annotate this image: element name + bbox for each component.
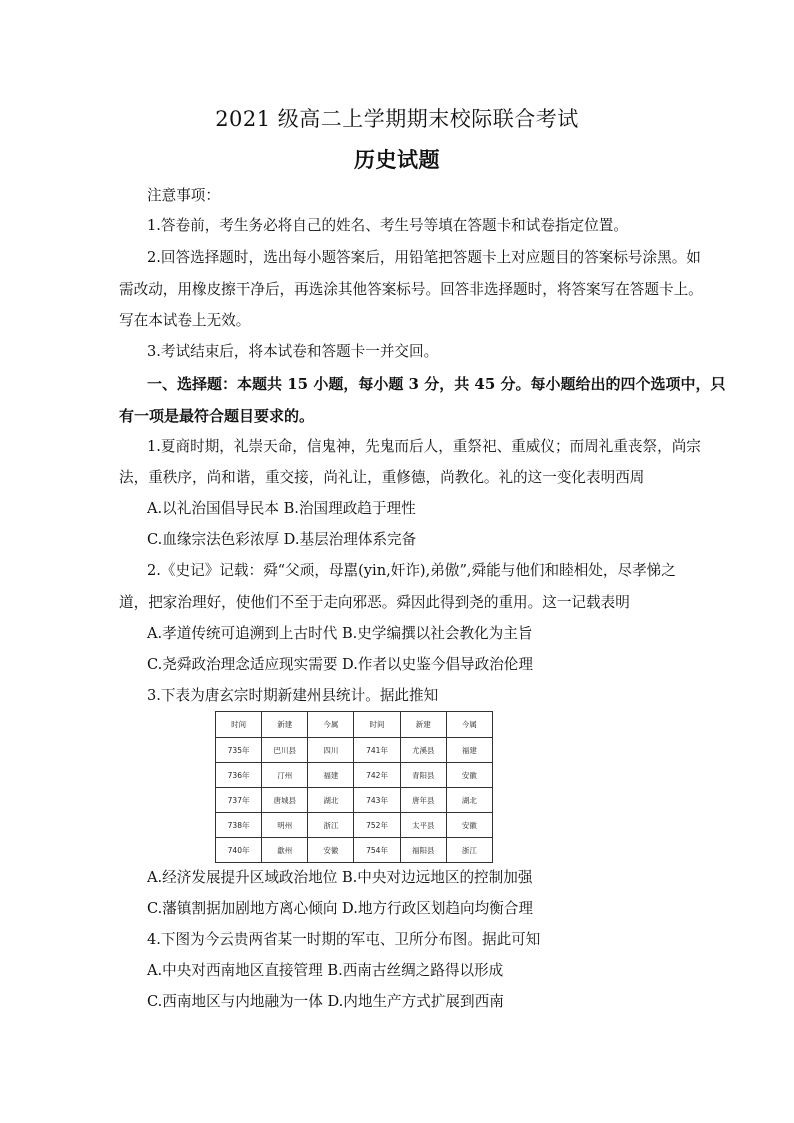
table-cell: 湖北 [308,788,354,813]
question-4-options-ab: A.中央对西南地区直接管理 B.西南古丝绸之路得以形成 [147,962,504,979]
question-1-options-ab: A.以礼治国倡导民本 B.治国理政趋于理性 [147,500,416,517]
table-cell: 歙州 [262,838,308,863]
table-cell: 福建 [308,763,354,788]
table-header-cell: 新建 [400,712,446,738]
question-3-options-ab: A.经济发展提升区域政治地位 B.中央对边远地区的控制加强 [147,869,533,886]
table-cell: 巴川县 [262,738,308,763]
question-2-stem-line-1: 2.《史记》记载：舜“父顽，母嚚(yin,奸诈),弟傲”,舜能与他们和睦相处，尽孝悌之 [147,562,676,579]
table-cell: 汀州 [262,763,308,788]
table-cell: 湖北 [446,788,492,813]
notice-item-2-line-2: 需改动，用橡皮擦干净后，再选涂其他答案标号。回答非选择题时，将答案写在答题卡上。 [119,281,703,298]
table-cell: 唐城县 [262,788,308,813]
table-cell: 743年 [354,788,400,813]
question-1-stem-line-2: 法，重秩序，尚和谐，重交接，尚礼让，重修德，尚教化。礼的这一变化表明西周 [119,469,645,486]
table-cell: 安徽 [446,813,492,838]
table-cell: 735年 [216,738,262,763]
question-4-options-cd: C.西南地区与内地融为一体 D.内地生产方式扩展到西南 [147,993,504,1010]
table-cell: 736年 [216,763,262,788]
table-cell: 唐年县 [400,788,446,813]
table-cell: 浙江 [446,838,492,863]
table-cell: 尤溪县 [400,738,446,763]
question-3-stem: 3.下表为唐玄宗时期新建州县统计。据此推知 [147,687,439,704]
table-cell: 浙江 [308,813,354,838]
table-row [216,763,493,788]
table-cell: 安徽 [446,763,492,788]
section-1-heading-line-2: 有一项是最符合题目要求的。 [119,407,315,425]
exam-title: 2021 级高二上学期期末校际联合考试 [215,107,579,131]
question-2-stem-line-2: 道，把家治理好，使他们不至于走向邪恶。舜因此得到尧的重用。这一记载表明 [119,594,630,611]
table-header-cell: 时间 [216,712,262,738]
table-header-cell: 今属 [446,712,492,738]
table-cell: 754年 [354,838,400,863]
question-3-options-cd: C.藩镇割据加剧地方离心倾向 D.地方行政区划趋向均衡合理 [147,900,533,917]
table-cell: 740年 [216,838,262,863]
question-1-stem-line-1: 1.夏商时期，礼崇天命，信鬼神，先鬼而后人，重祭祀、重威仪；而周礼重丧祭，尚宗 [147,438,701,455]
table-cell: 安徽 [308,838,354,863]
table-cell: 741年 [354,738,400,763]
table-cell: 四川 [308,738,354,763]
table-cell: 青阳县 [400,763,446,788]
notice-heading: 注意事项： [147,187,220,204]
section-1-heading-line-1: 一、选择题：本题共 15 小题，每小题 3 分，共 45 分。每小题给出的四个选项中，只 [147,375,726,393]
table-header-cell: 今属 [308,712,354,738]
question-2-options-cd: C.尧舜政治理念适应现实需要 D.作者以史鉴今倡导政治伦理 [147,656,533,673]
table-row [216,738,493,763]
notice-item-2-line-3: 写在本试卷上无效。 [119,312,251,329]
county-statistics-table [215,711,493,859]
table-cell: 福阳县 [400,838,446,863]
table-header-cell: 新建 [262,712,308,738]
table-cell: 738年 [216,813,262,838]
table-cell: 福建 [446,738,492,763]
question-4-stem: 4.下图为今云贵两省某一时期的军屯、卫所分布图。据此可知 [147,931,541,948]
table-header-row [216,712,493,738]
table-cell: 太平县 [400,813,446,838]
question-2-options-ab: A.孝道传统可追溯到上古时代 B.史学编撰以社会教化为主旨 [147,625,533,642]
table-cell: 742年 [354,763,400,788]
notice-item-2-line-1: 2.回答选择题时，选出每小题答案后，用铅笔把答题卡上对应题目的答案标号涂黑。如 [147,249,701,266]
notice-item-3: 3.考试结束后，将本试卷和答题卡一并交回。 [147,343,439,360]
table-row [216,813,493,838]
exam-subject-title: 历史试题 [354,147,440,172]
table-header-cell: 时间 [354,712,400,738]
table-row [216,838,493,863]
question-1-options-cd: C.血缘宗法色彩浓厚 D.基层治理体系完备 [147,531,417,548]
table-row [216,788,493,813]
table-cell: 752年 [354,813,400,838]
table-cell: 明州 [262,813,308,838]
table-cell: 737年 [216,788,262,813]
notice-item-1: 1.答卷前，考生务必将自己的姓名、考生号等填在答题卡和试卷指定位置。 [147,217,628,234]
